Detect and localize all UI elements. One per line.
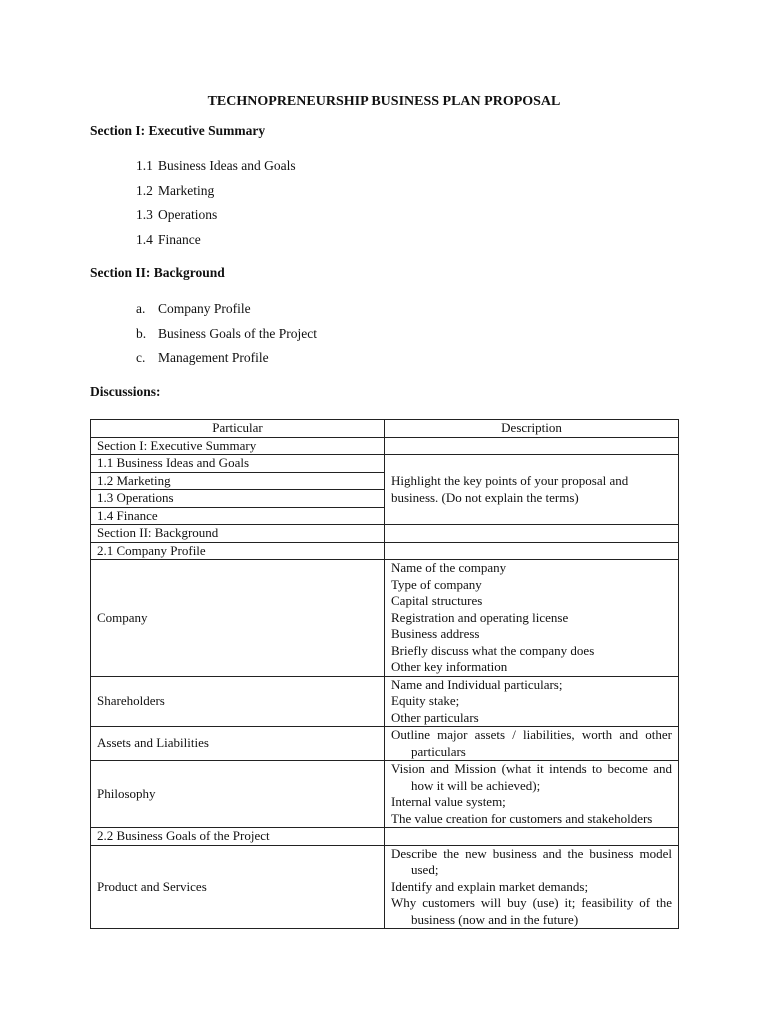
section1-heading: Section I: Executive Summary [90,123,266,138]
company-desc-cell: Name of the company Type of company Capital structures Registration and operating license Business address Briefly discuss what the company does Other key information [385,560,679,677]
section2-list [136,300,317,374]
list-item: 1.4 Finance [136,232,201,248]
exec-summary-cell: Section I: Executive Summary [91,437,385,455]
discussions-table [90,419,679,929]
empty-cell [385,542,679,560]
business-goals-cell: 2.2 Business Goals of the Project [91,828,385,846]
particular-header: Particular [91,420,385,438]
list-item: a. Company Profile [136,301,251,316]
table-row [91,727,679,761]
background-cell: Section II: Background [91,525,385,543]
exec-item-cell: 1.2 Marketing [91,472,385,490]
table-row [91,437,679,455]
assets-label-cell: Assets and Liabilities [91,727,385,761]
list-item: 1.3 Operations [136,207,218,223]
list-item: b. Business Goals of the Project [136,325,317,341]
list-item: 1.1 Business Ideas and Goals [136,158,296,173]
section1-list [136,157,296,256]
exec-item-cell: 1.4 Finance [91,507,385,525]
exec-item-cell: 1.1 Business Ideas and Goals [91,455,385,473]
table-row [91,845,679,929]
list-item: 1.2 Marketing [136,182,215,198]
table-row [91,455,679,473]
empty-cell [385,525,679,543]
list-item: c. Management Profile [136,350,269,366]
exec-desc-cell: Highlight the key points of your proposal and business. (Do not explain the terms) [385,455,679,525]
table-row [91,676,679,727]
table-row [91,542,679,560]
table-header-row [91,420,679,438]
philosophy-desc-cell: Vision and Mission (what it intends to become and how it will be achieved); Internal value system; The value creation for customers and stakeholders [385,761,679,828]
shareholders-desc-cell: Name and Individual particulars; Equity stake; Other particulars [385,676,679,727]
table-row [91,761,679,828]
table-row [91,525,679,543]
empty-cell [385,437,679,455]
table-row [91,828,679,846]
exec-item-cell: 1.3 Operations [91,490,385,508]
discussions-heading: Discussions: [90,384,161,399]
philosophy-label-cell: Philosophy [91,761,385,828]
products-desc-cell: Describe the new business and the business model used; Identify and explain market demands; Why customers will buy (use) it; feasibility of the business (now and in the future) [385,845,679,929]
products-label-cell: Product and Services [91,845,385,929]
company-profile-cell: 2.1 Company Profile [91,542,385,560]
document-title: TECHNOPRENEURSHIP BUSINESS PLAN PROPOSAL [207,94,561,109]
assets-desc-cell: Outline major assets / liabilities, worth and other particulars [385,727,679,761]
company-label-cell: Company [91,560,385,677]
section2-heading: Section II: Background [90,265,225,280]
description-header: Description [385,420,679,438]
shareholders-label-cell: Shareholders [91,676,385,727]
table-row [91,560,679,677]
empty-cell [385,828,679,846]
